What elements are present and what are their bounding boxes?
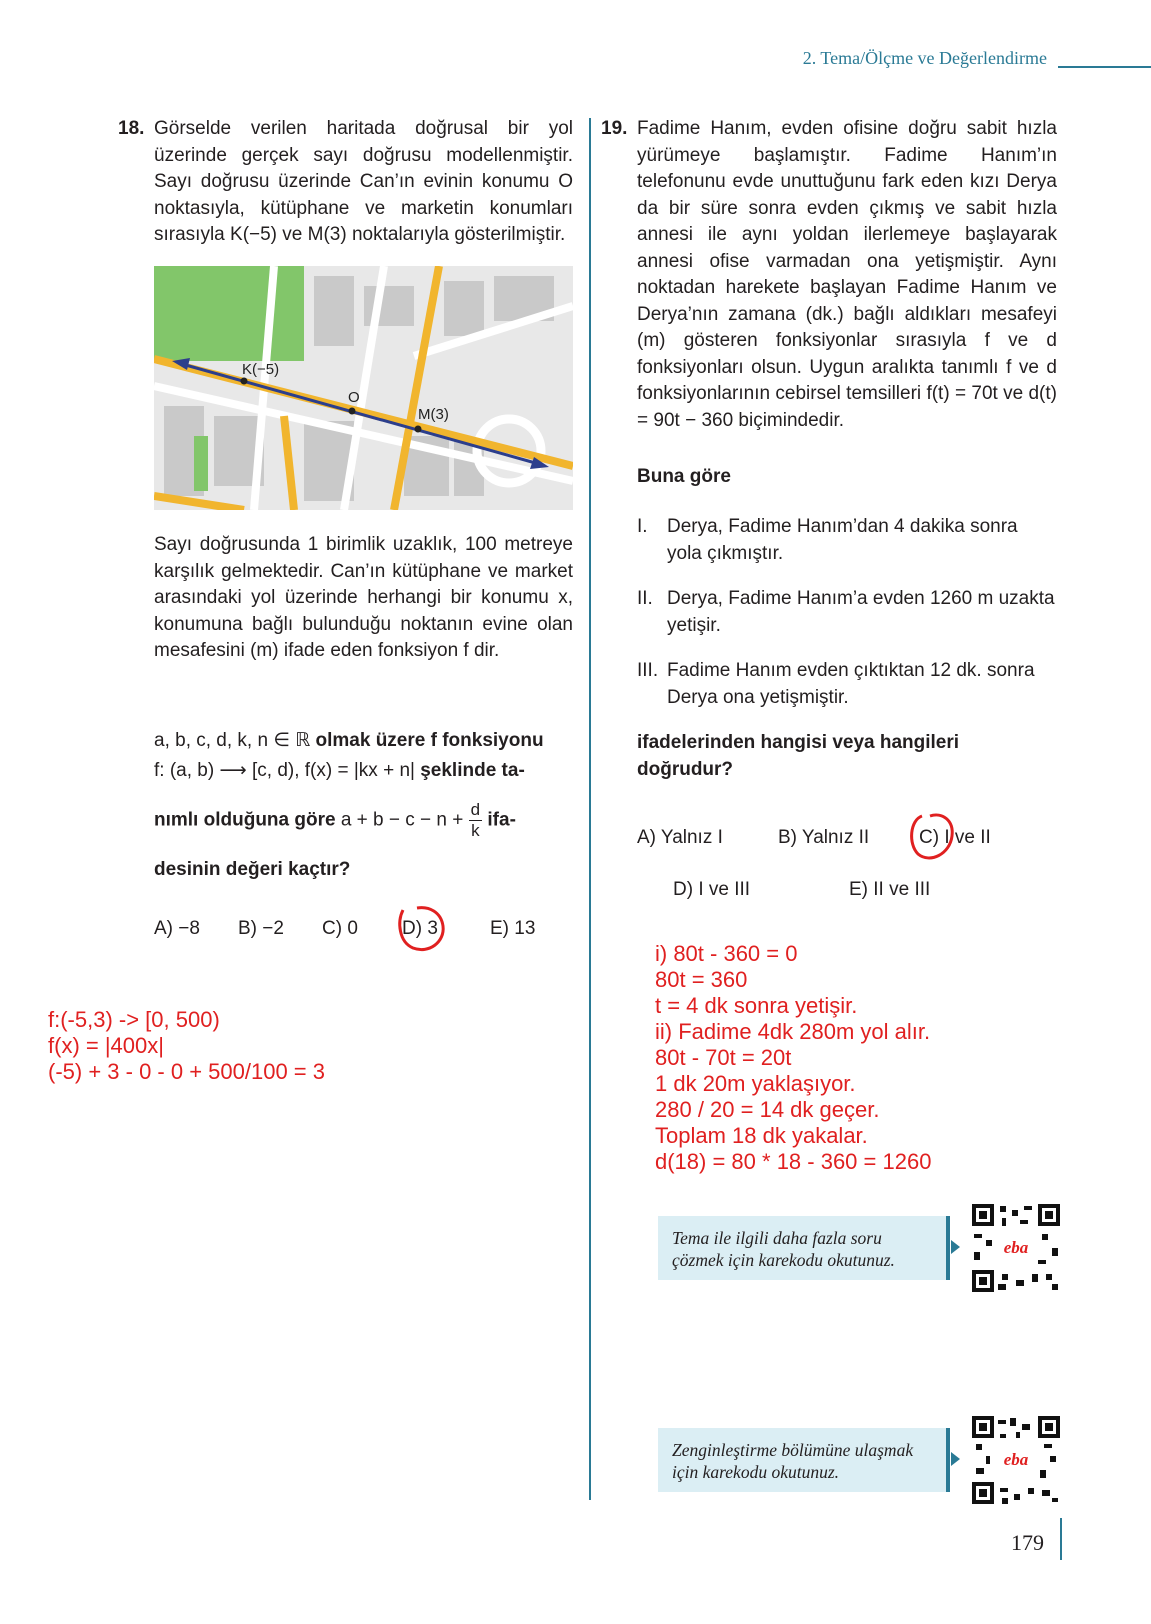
qr-code-2[interactable]: [972, 1416, 1060, 1504]
q19-handwriting-4: ii) Fadime 4dk 280m yol alır.: [655, 1019, 931, 1044]
q18-line3-bold: nımlı olduğuna göre: [154, 809, 336, 831]
q19-handwriting-6: 1 dk 20m yaklaşıyor.: [655, 1071, 856, 1096]
qr-panel-more-questions: Tema ile ilgili daha fazla soru çözmek için karekodu okutunuz.: [658, 1216, 950, 1280]
q18-line3-bold2: ifa-: [482, 809, 516, 831]
page-number: 179: [1011, 1530, 1044, 1555]
q18-handwriting-1: f:(-5,3) -> [0, 500): [48, 1007, 220, 1032]
q18-option-d[interactable]: D) 3: [402, 918, 438, 939]
q18-answer-circle: [395, 902, 451, 956]
q19-statement-1: I. Derya, Fadime Hanım’dan 4 dakika sonra yola çıkmıştır.: [637, 516, 1018, 564]
q18-option-c[interactable]: C) 0: [322, 918, 358, 939]
svg-text:eba: eba: [1003, 1450, 1029, 1469]
question-18-prompt: [154, 726, 574, 885]
qr-panel-enrichment: Zenginleştirme bölümüne ulaşmak için karekodu okutunuz.: [658, 1428, 950, 1492]
q18-line1-plain: a, b, c, d, k, n ∈ ℝ: [154, 730, 311, 751]
q18-line3-plain: a + b − c − n +: [335, 809, 469, 831]
q19-option-a[interactable]: A) Yalnız I: [637, 827, 723, 848]
q19-handwriting-3: t = 4 dk sonra yetişir.: [655, 993, 858, 1018]
q18-option-b[interactable]: B) −2: [238, 918, 284, 939]
question-19-intro: Fadime Hanım, evden ofisine doğru sabit hızla yürümeye başlamıştır. Fadime Hanım’ın telefonunu evde unuttuğunu fark eden kızı Derya da bir süre sonra evden çıkmış ve sabit hızla annesi ile aynı yoldan ilerlemeye başlayarak annesi ofise varmadan ona yetişmiştir. Aynı noktadan harekete başlayan Fadime Hanım ve Derya’nın zamana (dk.) bağlı aldıkları mesafeyi (m) gösteren fonksiyonlar sırasıyla f ve d fonksiyonları olsun. Uygun aralıkta tanımlı f ve d fonksiyonlarının cebirsel temsilleri f(t) = 70t ve d(t) = 90t − 360 biçimindedir.: [637, 118, 1057, 431]
qr-code-1[interactable]: [972, 1204, 1060, 1292]
q18-handwriting-2: f(x) = |400x|: [48, 1033, 164, 1058]
question-18-body: Sayı doğrusunda 1 birimlik uzaklık, 100 metreye karşılık gelmektedir. Can’ın kütüphane ve market arasındaki yol üzerinde herhangi bir konumu x, konumuna bağlı bulunduğu noktanın evine olan mesafesini (m) ifade eden fonksiyon f dir.: [154, 534, 573, 661]
q19-option-b[interactable]: B) Yalnız II: [778, 827, 870, 848]
q19-handwriting-5: 80t - 70t = 20t: [655, 1045, 792, 1070]
fraction-d-over-k: $\frac{d}{k}$: [470, 800, 481, 840]
question-18-number: 18.: [118, 118, 145, 139]
q18-handwriting-3: (-5) + 3 - 0 - 0 + 500/100 = 3: [48, 1059, 325, 1084]
q18-option-a[interactable]: A) −8: [154, 918, 200, 939]
street-map: [154, 266, 573, 510]
q18-line4: desinin değeri kaçtır?: [154, 859, 351, 880]
question-18-intro: Görselde verilen haritada doğrusal bir yol üzerinde gerçek sayı doğrusu modellenmiştir. Sayı doğrusu üzerinde Can’ın evinin konumu O noktasıyla, kütüphane ve marketin konumları sırasıyla K(−5) ve M(3) noktalarıyla gösterilmiştir.: [154, 118, 573, 245]
question-19-number: 19.: [601, 118, 628, 139]
q19-handwriting-2: 80t = 360: [655, 967, 748, 992]
running-header: 2. Tema/Ölçme ve Değerlendirme: [802, 48, 1047, 68]
svg-text:eba: eba: [1003, 1238, 1029, 1257]
q19-handwriting-7: 280 / 20 = 14 dk geçer.: [655, 1097, 880, 1122]
question-19-lead: Buna göre: [637, 466, 731, 487]
question-19-question: ifadelerinden hangisi veya hangileri doğrudur?: [637, 732, 960, 780]
column-divider: [589, 118, 591, 1500]
q19-handwriting-8: Toplam 18 dk yakalar.: [655, 1123, 868, 1148]
q18-line2-plain: f: (a, b) ⟶ [c, d), f(x) = |kx + n|: [154, 760, 415, 781]
q19-handwriting-1: i) 80t - 360 = 0: [655, 941, 798, 966]
page-number-rule: [1060, 1518, 1062, 1560]
q19-option-e[interactable]: E) II ve III: [849, 879, 931, 900]
map-label-m: M(3): [418, 406, 449, 423]
map-label-o: O: [348, 389, 360, 406]
q19-statement-3: III. Fadime Hanım evden çıktıktan 12 dk. sonra Derya ona yetişmiştir.: [637, 660, 1035, 708]
q19-handwriting-9: d(18) = 80 * 18 - 360 = 1260: [655, 1149, 932, 1174]
q19-option-d[interactable]: D) I ve III: [673, 879, 751, 900]
header-rule: [1058, 66, 1151, 68]
q19-answer-circle: [906, 810, 958, 864]
q19-statement-2: II. Derya, Fadime Hanım’a evden 1260 m uzakta yetişir.: [637, 588, 1055, 636]
q18-line1-bold: olmak üzere f fonksiyonu: [310, 730, 544, 751]
qr-pointer-icon-2: [951, 1452, 960, 1466]
q19-option-c[interactable]: C) I ve II: [919, 827, 991, 848]
qr-pointer-icon: [951, 1240, 960, 1254]
map-label-k: K(−5): [242, 361, 280, 378]
q18-option-e[interactable]: E) 13: [490, 918, 536, 939]
q18-line2-bold: şeklinde ta-: [414, 760, 525, 781]
